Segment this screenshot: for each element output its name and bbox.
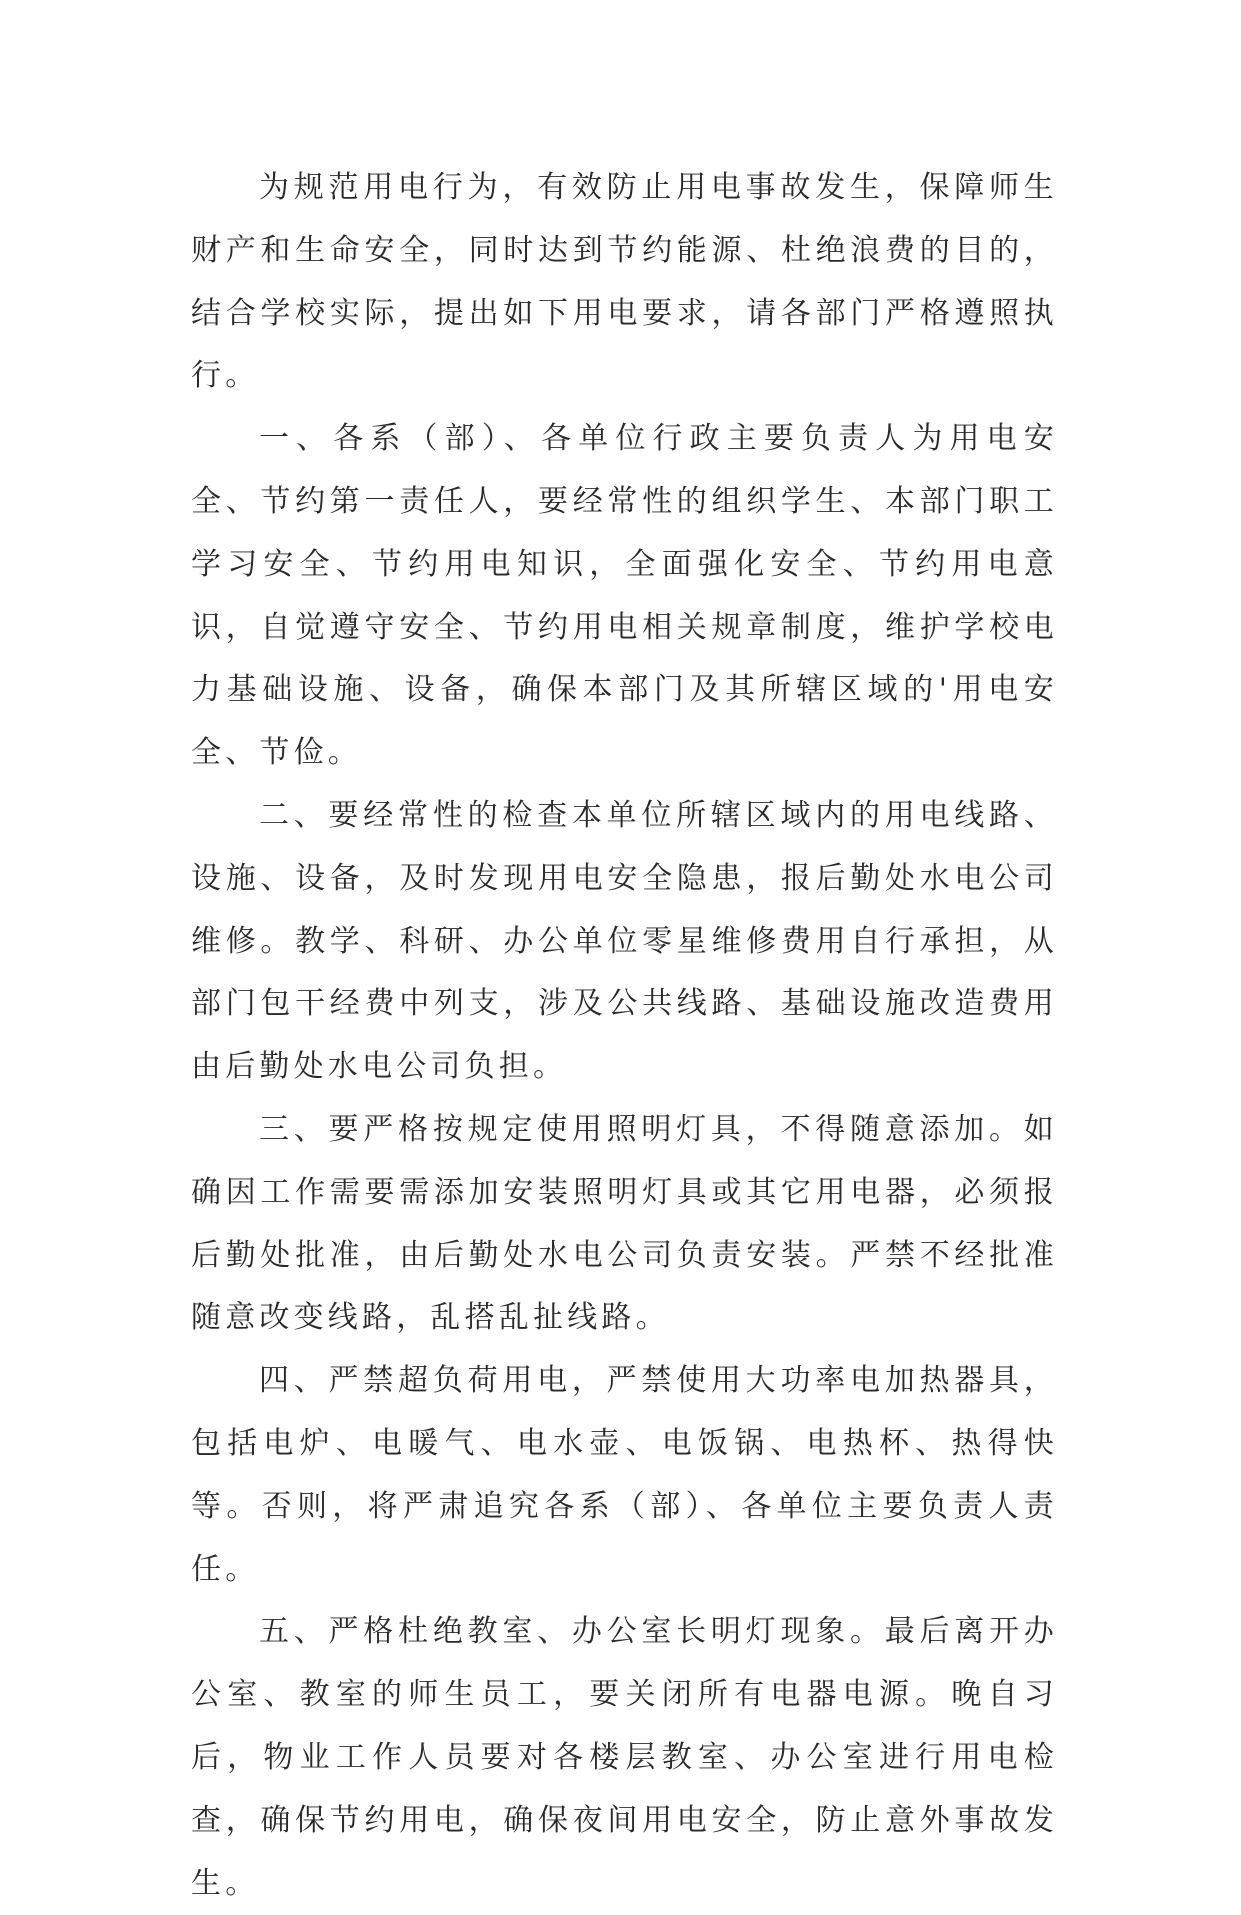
paragraph-item-5: 五、严格杜绝教室、办公室长明灯现象。最后离开办公室、教室的师生员工，要关闭所有电器电源。晚自习后，物业工作人员要对各楼层教室、办公室进行用电检查，确保节约用电，确保夜间用电安全，防止意外事故发生。 bbox=[191, 1614, 1058, 1901]
intro-paragraph: 为规范用电行为，有效防止用电事故发生，保障师生财产和生命安全，同时达到节约能源、杜绝浪费的目的，结合学校实际，提出如下用电要求，请各部门严格遵照执行。 bbox=[191, 170, 1058, 394]
paragraph-item-2: 二、要经常性的检查本单位所辖区域内的用电线路、设施、设备，及时发现用电安全隐患，报后勤处水电公司维修。教学、科研、办公单位零星维修费用自行承担，从部门包干经费中列支，涉及公共线路、基础设施改造费用由后勤处水电公司负担。 bbox=[191, 797, 1058, 1085]
paragraph-item-3: 三、要严格按规定使用照明灯具，不得随意添加。如确因工作需要需添加安装照明灯具或其它用电器，必须报后勤处批准，由后勤处水电公司负责安装。严禁不经批准随意改变线路，乱搭乱扯线路。 bbox=[191, 1111, 1058, 1336]
document-body bbox=[191, 157, 1058, 1915]
paragraph-item-1: 一、各系（部）、各单位行政主要负责人为用电安全、节约第一责任人，要经常性的组织学生、本部门职工学习安全、节约用电知识，全面强化安全、节约用电意识，自觉遵守安全、节约用电相关规章制度，维护学校电力基础设施、设备，确保本部门及其所辖区域的'用电安全、节俭。 bbox=[191, 421, 1058, 771]
paragraph-item-4: 四、严禁超负荷用电，严禁使用大功率电加热器具，包括电炉、电暖气、电水壶、电饭锅、电热杯、热得快等。否则，将严肃追究各系（部）、各单位主要负责人责任。 bbox=[191, 1363, 1058, 1587]
